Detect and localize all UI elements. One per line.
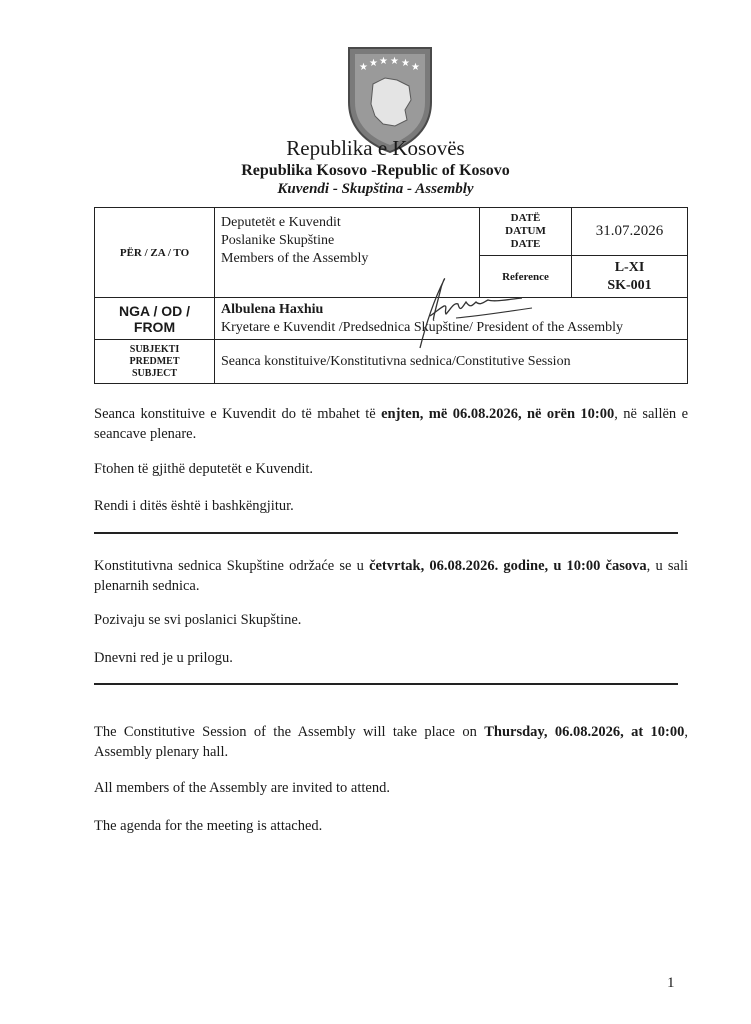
to-line: Poslanike Skupštine <box>221 233 335 248</box>
section-divider <box>94 683 678 685</box>
text-segment: Seanca konstituive e Kuvendit do të mbahet të <box>94 406 382 422</box>
from-name: Albulena Haxhiu <box>221 302 324 317</box>
date-label-line: DATUM <box>505 225 546 237</box>
english-paragraph-2: All members of the Assembly are invited to attend. <box>94 780 390 796</box>
svg-text:★: ★ <box>390 56 399 67</box>
text-segment-bold: četvrtak, 06.08.2026. godine, u 10:00 časova <box>369 558 647 574</box>
albanian-paragraph-2: Ftohen të gjithë deputetët e Kuvendit. <box>94 461 314 477</box>
date-value: 31.07.2026 <box>572 208 688 256</box>
date-label-line: DATË <box>510 212 541 224</box>
text-segment: Konstitutivna sednica Skupštine održaće se u <box>94 558 370 574</box>
page-number: 1 <box>667 975 675 991</box>
serbian-paragraph-2: Pozivaju se svi poslanici Skupštine. <box>94 612 302 628</box>
memo-header-table <box>94 207 688 384</box>
reference-label: Reference <box>480 256 572 298</box>
page-subtitle: Republika Kosovo -Republic of Kosovo <box>241 162 510 179</box>
svg-text:★: ★ <box>379 56 388 67</box>
svg-text:★: ★ <box>411 62 420 73</box>
institution-name: Kuvendi - Skupština - Assembly <box>277 181 474 197</box>
subject-value: Seanca konstituive/Konstitutivna sednica/Constitutive Session <box>215 340 688 384</box>
reference-line: SK-001 <box>607 277 652 293</box>
english-paragraph-3: The agenda for the meeting is attached. <box>94 818 323 834</box>
text-segment-bold: enjten, më 06.08.2026, në orën 10:00 <box>381 406 615 422</box>
to-line: Deputetët e Kuvendit <box>221 215 341 230</box>
section-divider <box>94 532 678 534</box>
to-label: PËR / ZA / TO <box>95 208 215 298</box>
svg-text:★: ★ <box>359 62 368 73</box>
subject-label-line: SUBJECT <box>131 367 177 379</box>
english-paragraph-1 <box>94 722 688 762</box>
page-title: Republika e Kosovës <box>286 136 465 160</box>
reference-value <box>572 256 688 298</box>
serbian-paragraph-1 <box>94 556 688 596</box>
text-segment-bold: Thursday, 06.08.2026, at 10:00 <box>484 724 685 740</box>
date-label <box>480 208 572 256</box>
serbian-paragraph-3: Dnevni red je u prilogu. <box>94 650 233 666</box>
from-title: Kryetare e Kuvendit /Predsednica Skupštine/ President of the Assembly <box>221 320 624 335</box>
svg-text:★: ★ <box>401 58 410 69</box>
subject-label-line: SUBJEKTI <box>129 343 180 355</box>
text-segment: , u sali plenarnih sednica. <box>94 558 688 594</box>
text-segment: , Assembly plenary hall. <box>94 724 688 760</box>
text-segment: The Constitutive Session of the Assembly will take place on <box>94 724 485 740</box>
text-segment: , në sallën e seancave plenare. <box>94 406 688 442</box>
date-label-line: DATE <box>510 238 541 250</box>
albanian-paragraph-1 <box>94 404 688 444</box>
albanian-paragraph-3: Rendi i ditës është i bashkëngjitur. <box>94 498 294 514</box>
svg-text:★: ★ <box>369 58 378 69</box>
reference-line: L-XI <box>614 259 645 275</box>
subject-label <box>95 340 215 384</box>
subject-label-line: PREDMET <box>129 355 180 367</box>
to-line: Members of the Assembly <box>221 251 369 266</box>
from-label: NGA / OD / FROM <box>95 298 215 340</box>
handwritten-signature <box>400 272 550 352</box>
